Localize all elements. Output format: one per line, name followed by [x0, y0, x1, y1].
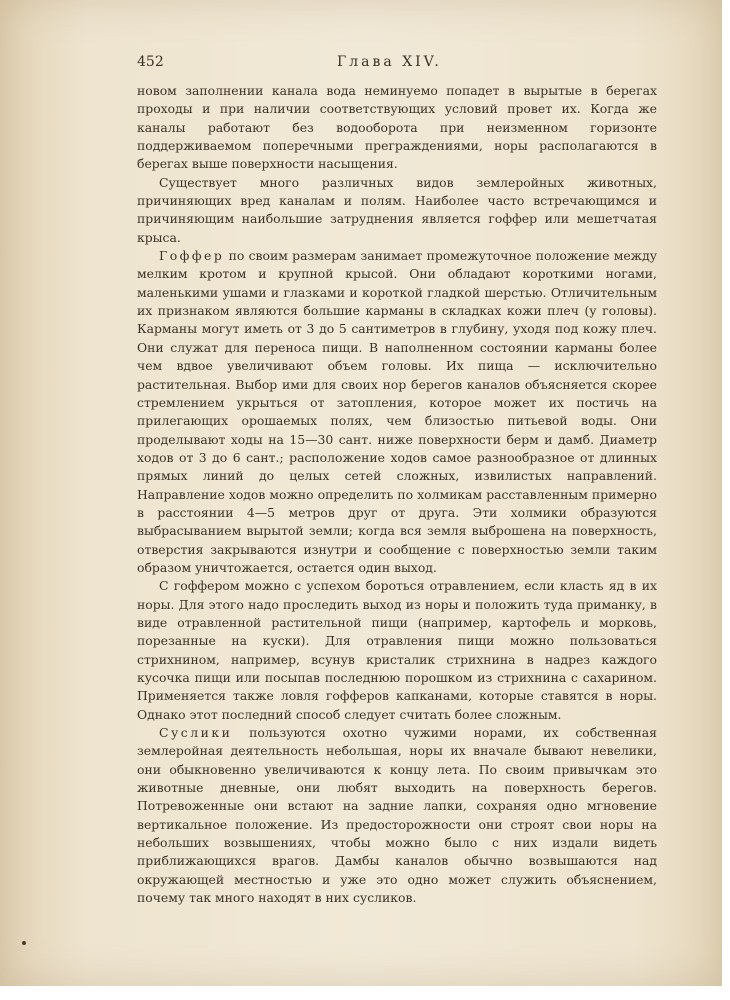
chapter-title: Глава XIV. [337, 54, 442, 70]
paragraph [137, 82, 657, 174]
paragraph [137, 247, 657, 577]
paragraph [137, 724, 657, 907]
paragraph-lead: Гоффер [159, 248, 225, 264]
page-number: 452 [137, 54, 164, 70]
paragraph-text: пользуются охотно чужими норами, их собственная землеройная деятельность небольшая, норы их вначале бывают невелики, они обыкновенно увеличиваются к концу лета. По своим привычкам это животные дневные, они любят выходить на поверхность берегов. Потревоженные они встают на задние лапки, сохраняя одно мгновение вертикальное положение. Из предосторожности они строят свои норы на небольших возвышениях, чтобы можно было с них издали видеть приближающихся врагов. Дамбы каналов обычно возвышаются над окружающей местностью и уже это одно может служить объяснением, почему так много находят в них сусликов. [137, 725, 657, 906]
paragraph-text: Существует много различных видов землеройных животных, причиняющих вред каналам и полям. Наиболее часто встречающимся и причиняющим наибольшие затруднения является гоффер или мешетчатая крыса. [137, 174, 657, 245]
paragraph-text: С гоффером можно с успехом бороться отравлением, если класть яд в их норы. Для этого надо проследить выход из норы и положить туда приманку, в виде отравленной растительной пищи (например, картофель и морковь, порезанные на куски). Для отравления пищи можно пользоваться стрихнином, например, всунув кристалик стрихнина в надрез каждого кусочка пищи или посыпав последнюю порошком из стрихнина с сахарином. Применяется также ловля гофферов капканами, которые ставятся в норы. Однако этот последний способ следует считать более сложным. [137, 578, 657, 722]
paragraph-lead: Суслики [159, 725, 233, 741]
paragraph [137, 577, 657, 724]
scan-margin-right [722, 0, 730, 1000]
paragraph-text: новом заполнении канала вода неминуемо попадет в вырытые в берегах проходы и при наличии соответствующих условий провет их. Когда же каналы работают без водооборота при неизменном горизонте поддерживаемом поперечными преграждениями, норы располагаются в берегах выше поверхности насыщения. [137, 83, 657, 172]
page-header [137, 54, 657, 76]
scan-margin-bottom [0, 986, 730, 1000]
paragraph [137, 174, 657, 247]
body-text [137, 82, 657, 907]
paragraph-text: по своим размерам занимает промежуточное положение между мелким кротом и крупной крысой. Они обладают короткими ногами, маленькими ушами и глазками и короткой гладкой шерстью. Отличительным их признаком являются большие карманы в складках кожи плеч (у головы). Карманы могут иметь от 3 до 5 сантиметров в глубину, уходя под кожу плеч. Они служат для переноса пищи. В наполненном состоянии карманы более чем вдвое увеличивают объем головы. Их пища — исключительно растительная. Выбор ими для своих нор берегов каналов объясняется скорее стремлением укрыться от затопления, которое может их постичь на прилегающих орошаемых полях, чем близостью питьевой воды. Они проделывают ходы на 15—30 сант. ниже поверхности берм и дамб. Диаметр ходов от 3 до 6 сант.; расположение ходов самое разнообразное от длинных прямых линий до целых сетей сложных, извилистых направлений. Направление ходов можно определить по холмикам расставленным примерно в расстоянии 4—5 метров друг от друга. Эти холмики образуются выбрасыванием вырытой земли; когда вся земля выброшена на поверхность, отверстия закрываются изнутри и сообщение с поверхностью земли таким образом уничтожается, остается один выход. [137, 248, 657, 575]
scan-speck [22, 941, 26, 945]
